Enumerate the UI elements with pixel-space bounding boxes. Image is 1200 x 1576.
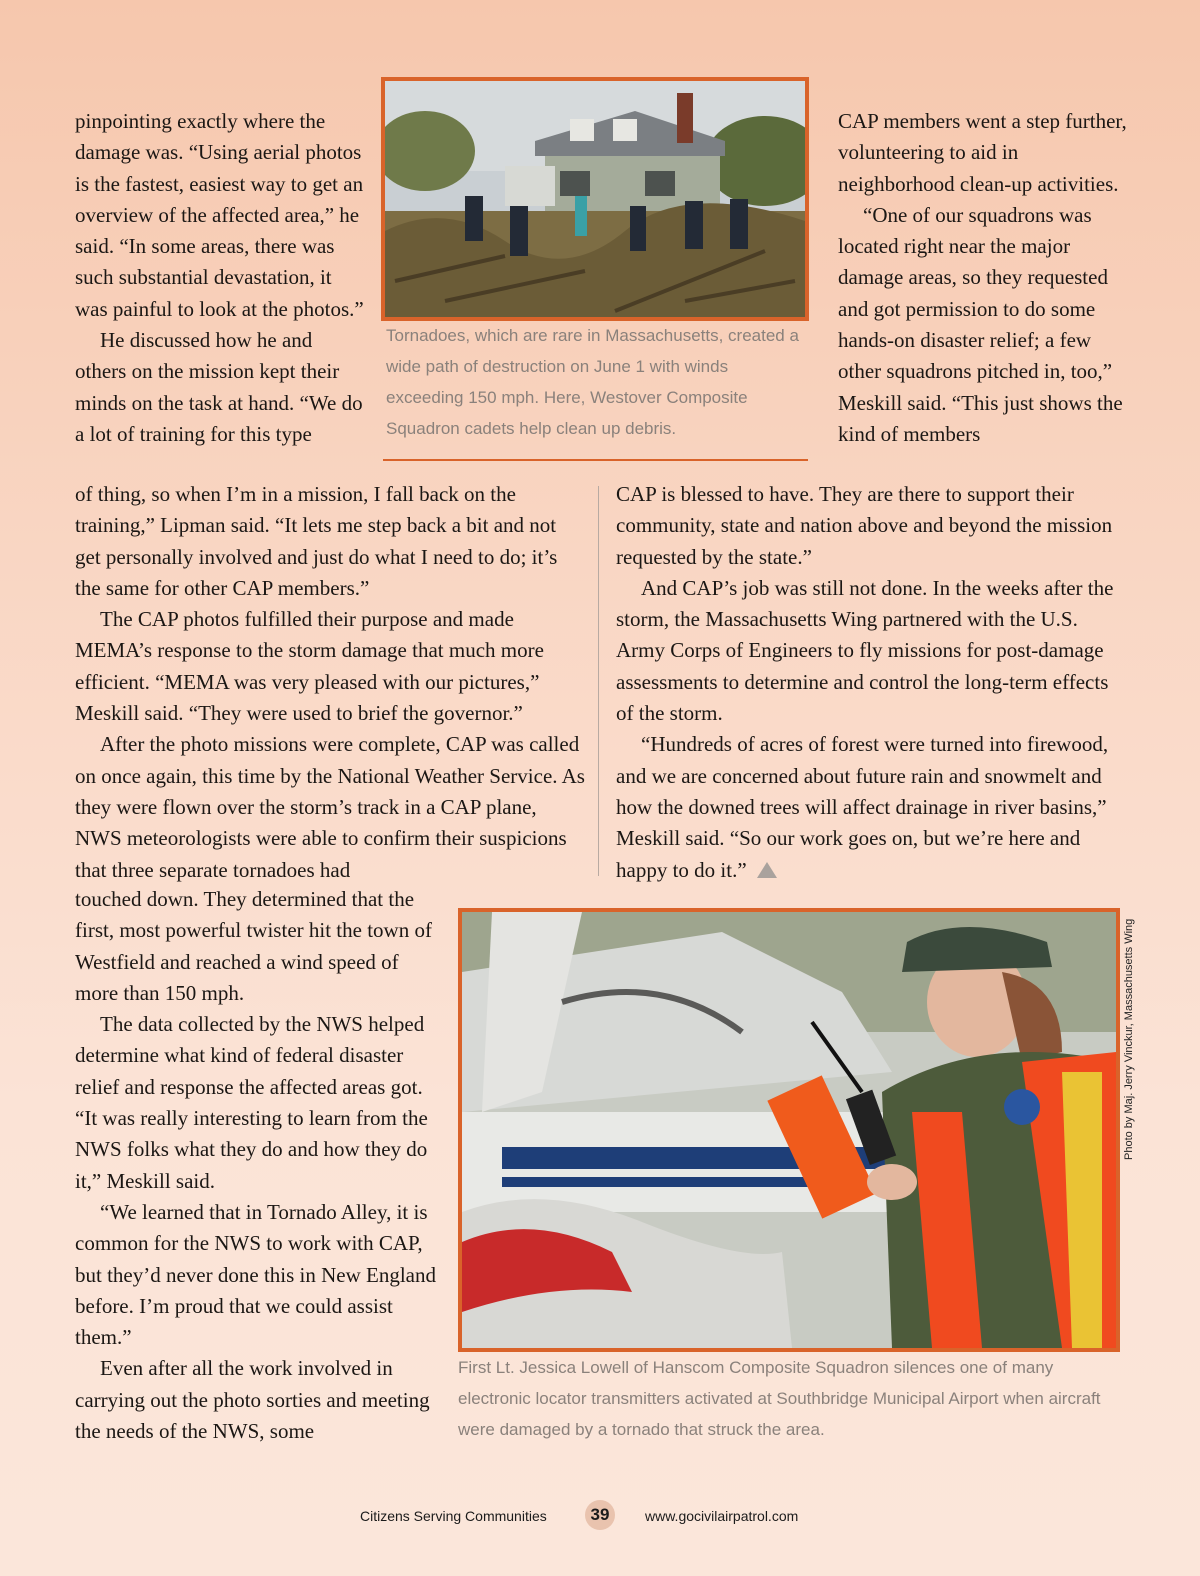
footer-publication-tagline: Citizens Serving Communities [360, 1508, 547, 1524]
paragraph: of thing, so when I’m in a mission, I fall back on the training,” Lipman said. “It lets me step back a bit and not get personally involved and just do what I need to do; it’s the same for other CAP members.” [75, 482, 558, 600]
paragraph: “We learned that in Tornado Alley, it is common for the NWS to work with CAP, but they’d never done this in New England before. I’m proud that we could assist them.” [75, 1199, 436, 1350]
officer-with-radio-image [462, 912, 1116, 1348]
paragraph: pinpointing exactly where the damage was. “Using aerial photos is the fastest, easiest way to get an overview of the affected area,” he said. “In some areas, there was such substantial devastation, it was painful to look at the photos.” [75, 109, 364, 321]
photo-cleanup-cadets [381, 77, 809, 321]
page-number: 39 [585, 1500, 615, 1530]
footer-website: www.gocivilairpatrol.com [645, 1508, 799, 1524]
paragraph: CAP is blessed to have. They are there to support their community, state and nation above and beyond the mission requested by the state.” [616, 482, 1113, 569]
right-column-middle [616, 479, 1126, 886]
left-column-top [75, 106, 365, 450]
left-column-bottom [75, 884, 445, 1447]
paragraph: Even after all the work involved in carrying out the photo sorties and meeting the needs of the NWS, some [75, 1356, 430, 1444]
paragraph: touched down. They determined that the first, most powerful twister hit the town of Westfield and reached a wind speed of more than 150 mph. [75, 887, 432, 1005]
right-column-top [838, 106, 1128, 450]
photo-caption: First Lt. Jessica Lowell of Hanscom Composite Squadron silences one of many electronic locator transmitters activated at Southbridge Municipal Airport when aircraft were damaged by a tornado that struck the area. [458, 1358, 1101, 1439]
paragraph: CAP members went a step further, volunteering to aid in neighborhood clean-up activities. [838, 109, 1127, 196]
photo-caption: Tornadoes, which are rare in Massachusetts, created a wide path of destruction on June 1 with winds exceeding 150 mph. Here, Westover Composite Squadron cadets help clean up debris. [386, 326, 799, 438]
paragraph-text: “Hundreds of acres of forest were turned into firewood, and we are concerned about future rain and snowmelt and how the downed trees will affect drainage in river basins,” Meskill said. “So our work goes on, but we’re here and happy to do it.” [616, 732, 1109, 882]
caption-rule [383, 459, 808, 461]
left-column-middle [75, 479, 585, 886]
cleanup-scene-image [385, 81, 805, 317]
paragraph: And CAP’s job was still not done. In the weeks after the storm, the Massachusetts Wing partnered with the U.S. Army Corps of Engineers to fly missions for post-damage assessments to determine and control the long-term effects of the storm. [616, 575, 1114, 726]
photo-locator-transmitter [458, 908, 1120, 1352]
paragraph: After the photo missions were complete, CAP was called on once again, this time by the National Weather Service. As they were flown over the storm’s track in a CAP plane, NWS meteorologists were able to confirm their suspicions that three separate tornadoes had [75, 732, 585, 882]
paragraph: He discussed how he and others on the mission kept their minds on the task at hand. “We do a lot of training for this type [75, 328, 363, 446]
column-divider [598, 486, 599, 876]
paragraph: The data collected by the NWS helped determine what kind of federal disaster relief and response the affected areas got. “It was really interesting to learn from the NWS folks what they do and how they do it,” Meskill said. [75, 1012, 428, 1193]
paragraph: The CAP photos fulfilled their purpose and made MEMA’s response to the storm damage that much more efficient. “MEMA was very pleased with our pictures,” Meskill said. “They were used to brief the governor.” [75, 607, 544, 726]
paragraph: “One of our squadrons was located right near the major damage areas, so they requested and got permission to do some hands-on disaster relief; a few other squadrons pitched in, too,” Meskill said. “This just shows the kind of members [838, 202, 1123, 446]
paragraph [616, 729, 1126, 885]
end-of-story-triangle-icon [757, 862, 777, 878]
photo-credit: Photo by Maj. Jerry Vinckur, Massachusetts Wing [1123, 918, 1135, 1160]
